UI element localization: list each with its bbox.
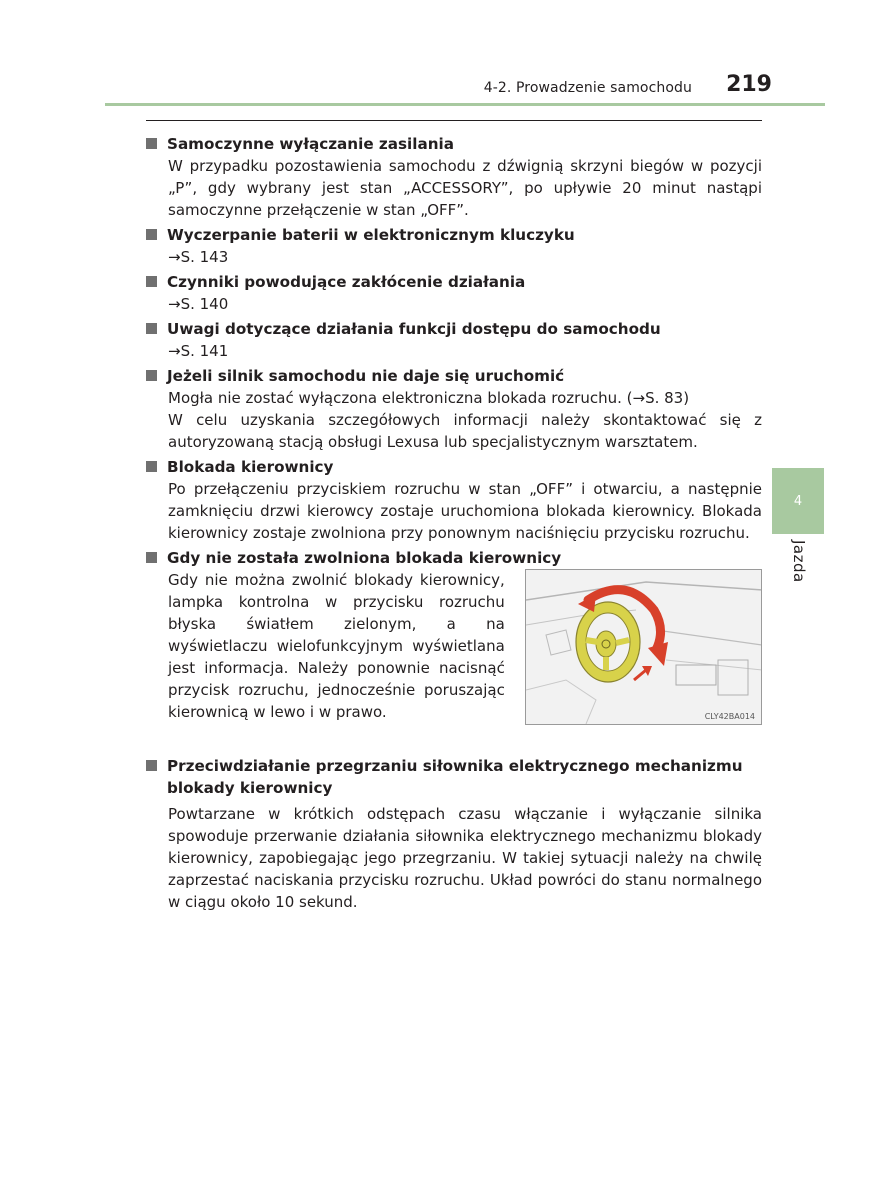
square-bullet-icon	[146, 461, 157, 472]
square-bullet-icon	[146, 276, 157, 287]
heading-text: Wyczerpanie baterii w elektronicznym kluczyku	[167, 226, 575, 244]
section-body: W przypadku pozostawienia samochodu z dźwignią skrzyni biegów w pozycji „P”, gdy wybrany jest stan „ACCESSORY”, po upływie 20 minut nastąpi samoczynne przełączenie w stan „OFF”.	[168, 157, 762, 219]
body-line: W celu uzyskania szczegółowych informacji należy skontaktować się z autoryzowaną stacją obsługi Lexusa lub specjalistycznym warsztatem.	[168, 411, 762, 451]
section-entry-function-notes	[146, 318, 762, 362]
heading-text: Czynniki powodujące zakłócenie działania	[167, 273, 526, 291]
section-heading	[146, 365, 762, 387]
heading-text: Uwagi dotyczące działania funkcji dostępu do samochodu	[167, 320, 661, 338]
section-actuator-overheating	[146, 755, 762, 913]
page-reference-link[interactable]: →S. 143	[168, 248, 229, 266]
section-interference	[146, 271, 762, 315]
chapter-label: Jazda	[790, 540, 808, 583]
section-body: Powtarzane w krótkich odstępach czasu włączanie i wyłączanie silnika spowoduje przerwanie działania siłownika elektrycznego mechanizmu blokady kierownicy, zapobiegając jego przegrzaniu. W takiej sytuacji należy na chwilę zaprzestać naciskania przycisku rozruchu. Układ powróci do stanu normalnego w ciągu około 10 sekund.	[168, 805, 762, 911]
section-heading	[146, 271, 762, 293]
chapter-number: 4	[793, 493, 803, 509]
section-heading	[146, 318, 762, 340]
heading-text: Blokada kierownicy	[167, 458, 334, 476]
section-body: Gdy nie można zwolnić blokady kierownicy, lampka kontrolna w przycisku rozruchu błyska światłem zielonym, a na wyświetlaczu wielofunkcyjnym wyświetlana jest informacja. Należy ponownie nacisnąć przycisk rozruchu, jednocześnie poruszając kierownicą w lewo i w prawo.	[168, 571, 505, 721]
heading-text: Samoczynne wyłączanie zasilania	[167, 135, 454, 153]
page-number: 219	[726, 72, 772, 97]
section-heading	[146, 224, 762, 246]
square-bullet-icon	[146, 229, 157, 240]
square-bullet-icon	[146, 760, 157, 771]
chapter-tab	[772, 468, 824, 534]
page-reference-link[interactable]: →S. 140	[168, 295, 229, 313]
text-and-figure	[168, 569, 762, 725]
section-key-battery	[146, 224, 762, 268]
section-body: Po przełączeniu przyciskiem rozruchu w stan „OFF” i otwarciu, a następnie zamknięciu drzwi kierowcy zostaje uruchomiona blokada kierownicy. Blokada kierownicy zostaje zwolniona przy ponownym naciśnięciu przycisku rozruchu.	[168, 480, 762, 542]
body-line: Mogła nie zostać wyłączona elektroniczna blokada rozruchu. (→S. 83)	[168, 389, 690, 407]
square-bullet-icon	[146, 552, 157, 563]
square-bullet-icon	[146, 323, 157, 334]
page-content	[146, 130, 762, 913]
header-rule-thin	[146, 120, 762, 121]
figure-code: CLY42BA014	[704, 712, 755, 721]
header-section-title: 4-2. Prowadzenie samochodu	[483, 80, 692, 96]
heading-text: Jeżeli silnik samochodu nie daje się uruchomić	[167, 367, 565, 385]
section-steering-lock-not-released	[146, 547, 762, 725]
section-body	[168, 387, 762, 453]
section-heading	[146, 547, 762, 569]
section-auto-power-off	[146, 133, 762, 221]
steering-wheel-icon	[526, 570, 762, 724]
section-heading	[146, 133, 762, 155]
heading-text: Gdy nie została zwolniona blokada kierownicy	[167, 549, 562, 567]
section-heading	[146, 755, 762, 799]
steering-wheel-illustration	[525, 569, 762, 725]
header-rule-green	[105, 103, 825, 106]
section-heading	[146, 456, 762, 478]
heading-text: Przeciwdziałanie przegrzaniu siłownika elektrycznego mechanizmu blokady kierownicy	[167, 757, 743, 797]
square-bullet-icon	[146, 370, 157, 381]
section-engine-wont-start	[146, 365, 762, 453]
section-steering-lock	[146, 456, 762, 544]
square-bullet-icon	[146, 138, 157, 149]
page-reference-link[interactable]: →S. 141	[168, 342, 229, 360]
